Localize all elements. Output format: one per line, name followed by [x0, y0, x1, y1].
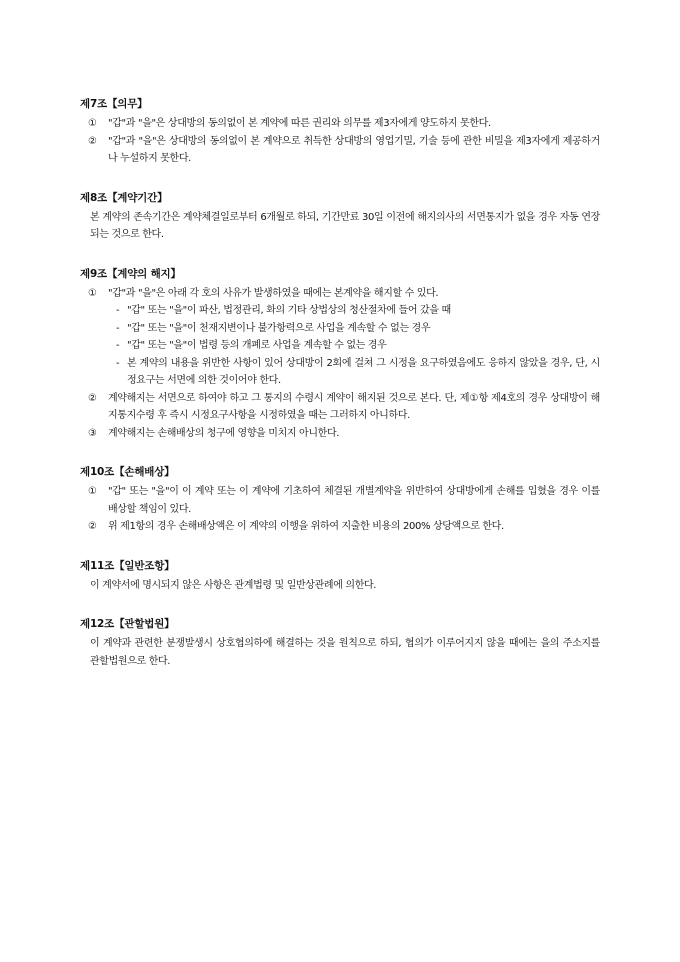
- dash-bullet: -: [116, 357, 120, 369]
- sub-item: [80, 320, 600, 338]
- article-title: 제10조【손해배상】: [80, 466, 175, 478]
- article-title: 제9조【계약의 해지】: [80, 267, 181, 280]
- dash-bullet: -: [116, 340, 120, 351]
- article-title: 제12조【관할법원】: [80, 618, 175, 630]
- clause-number: ①: [88, 486, 97, 497]
- clause-number: ③: [88, 427, 97, 439]
- clause-item: [80, 115, 600, 133]
- article-title: 제11조【일반조항】: [80, 559, 175, 572]
- clause-number: ①: [88, 118, 97, 129]
- article-8: [80, 190, 600, 244]
- sub-item-text: "갑" 또는 "을"이 파산, 법정관리, 화의 기타 상법상의 청산절차에 들어 갔을 때: [127, 305, 451, 316]
- clause-item: [80, 518, 600, 536]
- clause-text: "갑"과 "을"은 상대방의 동의없이 본 계약으로 취득한 상대방의 영업기밀, 기술 등에 관한 비밀을 제3자에게 제공하거나 누설하지 못한다.: [108, 135, 600, 164]
- clause-item: [80, 133, 600, 168]
- clause-item: [80, 285, 600, 303]
- clause-number: ①: [88, 287, 97, 299]
- article-title: 제7조【의무】: [80, 98, 148, 110]
- article-10: [80, 464, 600, 536]
- article-body: 본 계약의 존속기간은 계약체결일로부터 6개월로 하되, 기간만료 30일 이전에 해지의사의 서면통지가 없을 경우 자동 연장되는 것으로 한다.: [90, 211, 600, 240]
- clause-number: ②: [88, 392, 97, 404]
- article-body: 이 계약서에 명시되지 않은 사항은 관계법령 및 일반상관례에 의한다.: [90, 579, 377, 591]
- sub-item: [80, 337, 600, 355]
- clause-number: ②: [88, 135, 97, 147]
- sub-item-text: "갑" 또는 "을"이 법령 등의 개폐로 사업을 계속할 수 없는 경우: [127, 340, 387, 351]
- clause-number: ②: [88, 521, 97, 532]
- article-11: [80, 558, 600, 595]
- clause-text: "갑"과 "을"은 아래 각 호의 사유가 발생하였을 때에는 본계약을 해지할 수 있다.: [108, 287, 439, 299]
- article-body: 이 계약과 관련한 분쟁발생시 상호협의하에 해결하는 것을 원칙으로 하되, 협의가 이루어지지 않을 때에는 을의 주소지를 관할법원으로 한다.: [90, 638, 600, 667]
- article-12: [80, 616, 600, 670]
- clause-text: 계약해지는 서면으로 하여야 하고 그 통지의 수령시 계약이 해지된 것으로 본다. 단, 제①항 제4호의 경우 상대방이 해지통지수령 후 즉시 시정요구사항을 시정하였을 때는 그러하지 아니하다.: [108, 392, 600, 421]
- contract-document: [80, 96, 600, 692]
- clause-text: "갑"과 "을"은 상대방의 동의없이 본 계약에 따른 권리와 의무를 제3자에게 양도하지 못한다.: [108, 118, 491, 129]
- article-9: [80, 266, 600, 443]
- article-7: [80, 96, 600, 168]
- clause-text: 계약해지는 손해배상의 청구에 영향을 미치지 아니한다.: [108, 427, 340, 439]
- sub-item-text: "갑" 또는 "을"이 천재지변이나 불가항력으로 사업을 계속할 수 없는 경우: [127, 322, 431, 334]
- sub-item: [80, 302, 600, 320]
- dash-bullet: -: [116, 305, 120, 316]
- clause-item: [80, 483, 600, 518]
- sub-item: [80, 355, 600, 390]
- clause-item: [80, 390, 600, 425]
- article-title: 제8조【계약기간】: [80, 191, 168, 204]
- dash-bullet: -: [116, 322, 120, 334]
- sub-item-text: 본 계약의 내용을 위반한 사항이 있어 상대방이 2회에 걸쳐 그 시정을 요구하였음에도 응하지 않았을 경우, 단, 시정요구는 서면에 의한 것이어야 한다.: [127, 357, 600, 386]
- clause-text: 위 제1항의 경우 손해배상액은 이 계약의 이행을 위하여 지출한 비용의 200% 상당액으로 한다.: [108, 521, 504, 532]
- clause-item: [80, 425, 600, 443]
- clause-text: "갑" 또는 "을"이 이 계약 또는 이 계약에 기초하여 체결된 개별계약을 위반하여 상대방에게 손해를 입혔을 경우 이를 배상할 책임이 있다.: [108, 486, 600, 515]
